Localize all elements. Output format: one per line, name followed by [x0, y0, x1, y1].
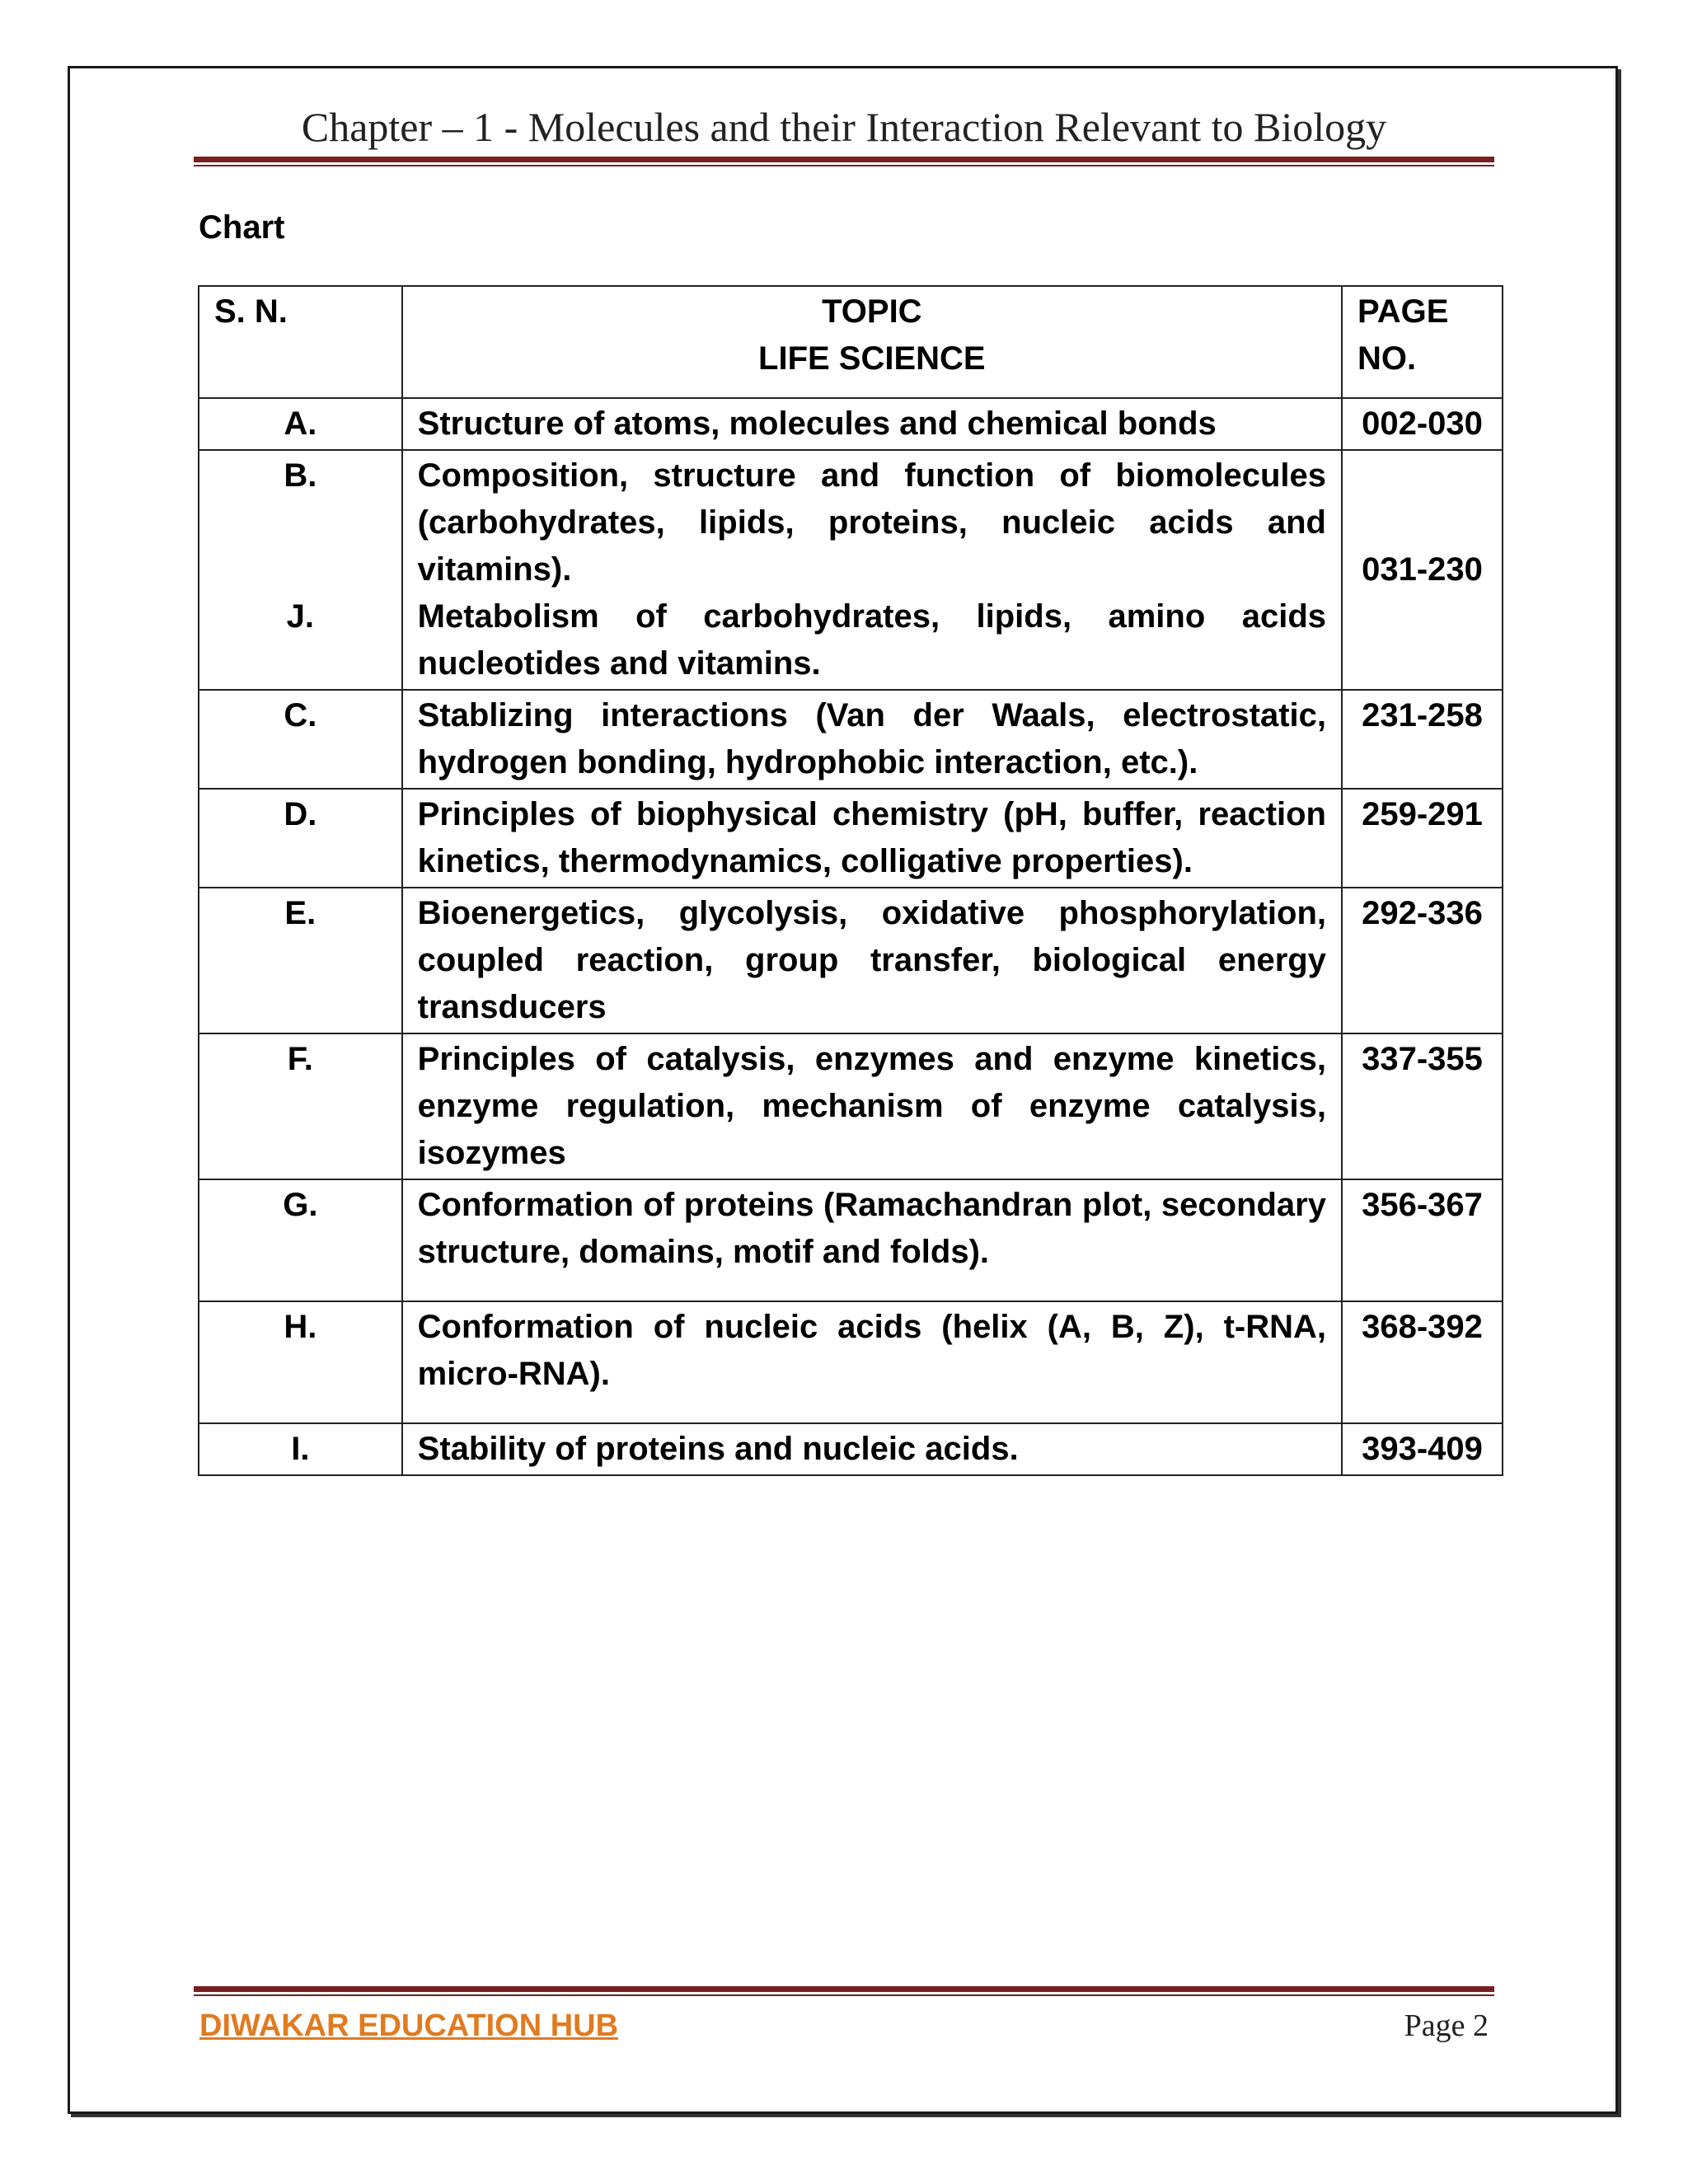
header-page — [1342, 286, 1503, 398]
row-sn: A. — [199, 398, 402, 450]
section-label: Chart — [199, 209, 285, 246]
table-header-row — [199, 286, 1503, 398]
table-row — [199, 690, 1503, 789]
row-topic: Principles of catalysis, enzymes and enzyme kinetics, enzyme regulation, mechanism of enzyme catalysis, isozymes — [402, 1033, 1342, 1179]
header-sn: S. N. — [199, 286, 402, 398]
row-page: 292-336 — [1342, 888, 1503, 1033]
row-page: 002-030 — [1342, 398, 1503, 450]
row-sn-secondary: J. — [286, 598, 314, 635]
table-row — [199, 450, 1503, 690]
header-topic-line2: LIFE SCIENCE — [758, 340, 986, 377]
table-row — [199, 888, 1503, 1033]
row-topic: Principles of biophysical chemistry (pH, buffer, reaction kinetics, thermodynamics, colligative properties). — [402, 789, 1342, 888]
row-topic: Conformation of proteins (Ramachandran plot, secondary structure, domains, motif and folds). — [402, 1179, 1342, 1301]
row-topic: Stablizing interactions (Van der Waals, electrostatic, hydrogen bonding, hydrophobic interaction, etc.). — [402, 690, 1342, 789]
table-row — [199, 1301, 1503, 1423]
row-topic: Conformation of nucleic acids (helix (A, B, Z), t-RNA, micro-RNA). — [402, 1301, 1342, 1423]
table-row — [199, 789, 1503, 888]
table-row — [199, 398, 1503, 450]
row-topic: Structure of atoms, molecules and chemical bonds — [402, 398, 1342, 450]
row-page: 231-258 — [1342, 690, 1503, 789]
row-topic — [402, 450, 1342, 690]
row-sn: E. — [199, 888, 402, 1033]
row-sn: H. — [199, 1301, 402, 1423]
row-sn — [199, 450, 402, 690]
header-page-line2: NO. — [1357, 340, 1417, 377]
row-topic: Bioenergetics, glycolysis, oxidative phosphorylation, coupled reaction, group transfer, biological energy transducers — [402, 888, 1342, 1033]
row-topic-secondary: Metabolism of carbohydrates, lipids, amino acids nucleotides and vitamins. — [417, 598, 1326, 682]
footer-page-number: Page 2 — [1404, 2008, 1489, 2043]
row-page: 393-409 — [1342, 1423, 1503, 1475]
row-page: 259-291 — [1342, 789, 1503, 888]
row-page: 368-392 — [1342, 1301, 1503, 1423]
header-rule — [194, 157, 1494, 162]
row-topic: Stability of proteins and nucleic acids. — [402, 1423, 1342, 1475]
header-page-line1: PAGE — [1357, 293, 1449, 330]
row-sn: I. — [199, 1423, 402, 1475]
row-sn-primary: B. — [284, 457, 317, 494]
row-sn: G. — [199, 1179, 402, 1301]
footer-rule — [194, 1986, 1494, 1992]
header-topic — [402, 286, 1342, 398]
header-topic-line1: TOPIC — [822, 293, 922, 330]
row-topic-primary: Composition, structure and function of biomolecules (carbohydrates, lipids, proteins, nucleic acids and vitamins). — [417, 457, 1326, 588]
table-row — [199, 1033, 1503, 1179]
row-sn: C. — [199, 690, 402, 789]
contents-table — [198, 285, 1503, 1476]
table-row — [199, 1423, 1503, 1475]
row-page: 031-230 — [1342, 450, 1503, 690]
footer-brand: DIWAKAR EDUCATION HUB — [199, 2008, 619, 2043]
row-sn: F. — [199, 1033, 402, 1179]
page-title: Chapter – 1 - Molecules and their Interaction Relevant to Biology — [301, 104, 1387, 150]
row-page: 356-367 — [1342, 1179, 1503, 1301]
table-row — [199, 1179, 1503, 1301]
row-page: 337-355 — [1342, 1033, 1503, 1179]
row-sn: D. — [199, 789, 402, 888]
